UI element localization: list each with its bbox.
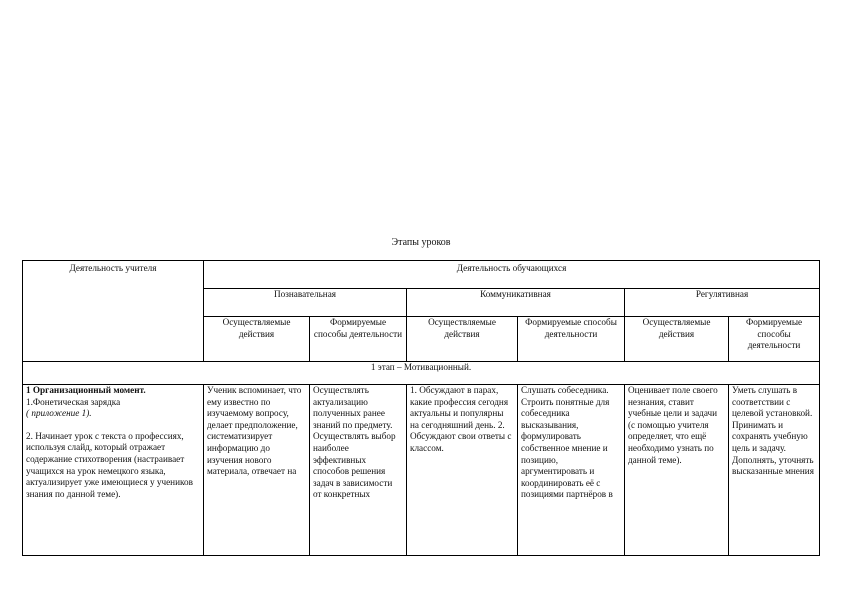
subheader-formed-3: Формируемые способы деятельности bbox=[729, 317, 820, 362]
regulatory-methods-cell bbox=[729, 385, 820, 556]
regulatory-actions-text: Оценивает поле своего незнания, ставит учебные цели и задачи (с помощью учителя определяет, что ещё необходимо узнать по данной теме). bbox=[628, 385, 718, 465]
phonetic-warmup: 1.Фонетическая зарядка bbox=[26, 396, 121, 407]
header-students-label: Деятельность обучающихся bbox=[456, 263, 567, 273]
communicative-methods-cell bbox=[518, 385, 625, 556]
subheader-done-2: Осуществляемые действия bbox=[407, 317, 518, 362]
table-row bbox=[23, 385, 820, 556]
header-teacher-label: Деятельность учителя bbox=[69, 263, 157, 273]
cognitive-actions-text: Ученик вспоминает, что ему известно по изучаемому вопросу, делает предположение, систематизирует информацию до изучения нового материала, отвечает на bbox=[207, 385, 302, 477]
cognitive-actions-cell bbox=[204, 385, 310, 556]
header-cognitive: Познавательная bbox=[204, 289, 407, 317]
communicative-actions-cell bbox=[407, 385, 518, 556]
cognitive-methods-cell bbox=[310, 385, 407, 556]
org-moment-heading: 1 Организационный момент. bbox=[26, 385, 146, 395]
subheader-done-1: Осуществляемые действия bbox=[204, 317, 310, 362]
communicative-actions-text: 1. Обсуждают в парах, какие профессия сегодня актуальны и популярны на сегодняшний день. 2. Обсуждают свои ответы с классом. bbox=[410, 385, 512, 453]
stage-title: 1 этап – Мотивационный. bbox=[23, 362, 820, 385]
teacher-activity-text: 2. Начинает урок с текста о профессиях, используя слайд, который отражает содержание стихотворения (настраивает учащихся на урок немецкого языка, актуализирует уже имеющиеся у учеников знания по данной теме). bbox=[26, 430, 193, 499]
subheader-formed-2: Формируемые способы деятельности bbox=[518, 317, 625, 362]
subheader-formed-1: Формируемые способы деятельности bbox=[310, 317, 407, 362]
communicative-methods-text: Слушать собеседника. Строить понятные для собеседника высказывания, формулировать собственное мнение и позицию, аргументировать и координировать её с позициями партнёров в bbox=[521, 385, 613, 500]
cognitive-methods-text: Осуществлять актуализацию полученных ранее знаний по предмету. Осуществлять выбор наиболее эффективных способов решения задач в зависимости от конкретных bbox=[313, 385, 396, 500]
teacher-activity-cell bbox=[23, 385, 204, 556]
header-communicative: Коммуникативная bbox=[407, 289, 625, 317]
stage-row bbox=[23, 362, 820, 385]
subheader-done-3: Осуществляемые действия bbox=[625, 317, 729, 362]
lesson-stages-table bbox=[22, 260, 820, 556]
page-title: Этапы уроков bbox=[391, 237, 451, 248]
header-student-activity bbox=[204, 261, 820, 289]
appendix-note: ( приложение 1). bbox=[26, 408, 92, 419]
regulatory-actions-cell bbox=[625, 385, 729, 556]
regulatory-methods-text: Уметь слушать в соответствии с целевой установкой. Принимать и сохранять учебную цель и задачу. Дополнять, уточнять высказанные мнения bbox=[732, 385, 814, 477]
header-row-1 bbox=[23, 261, 820, 289]
header-teacher-activity bbox=[23, 261, 204, 362]
header-regulatory: Регулятивная bbox=[625, 289, 820, 317]
